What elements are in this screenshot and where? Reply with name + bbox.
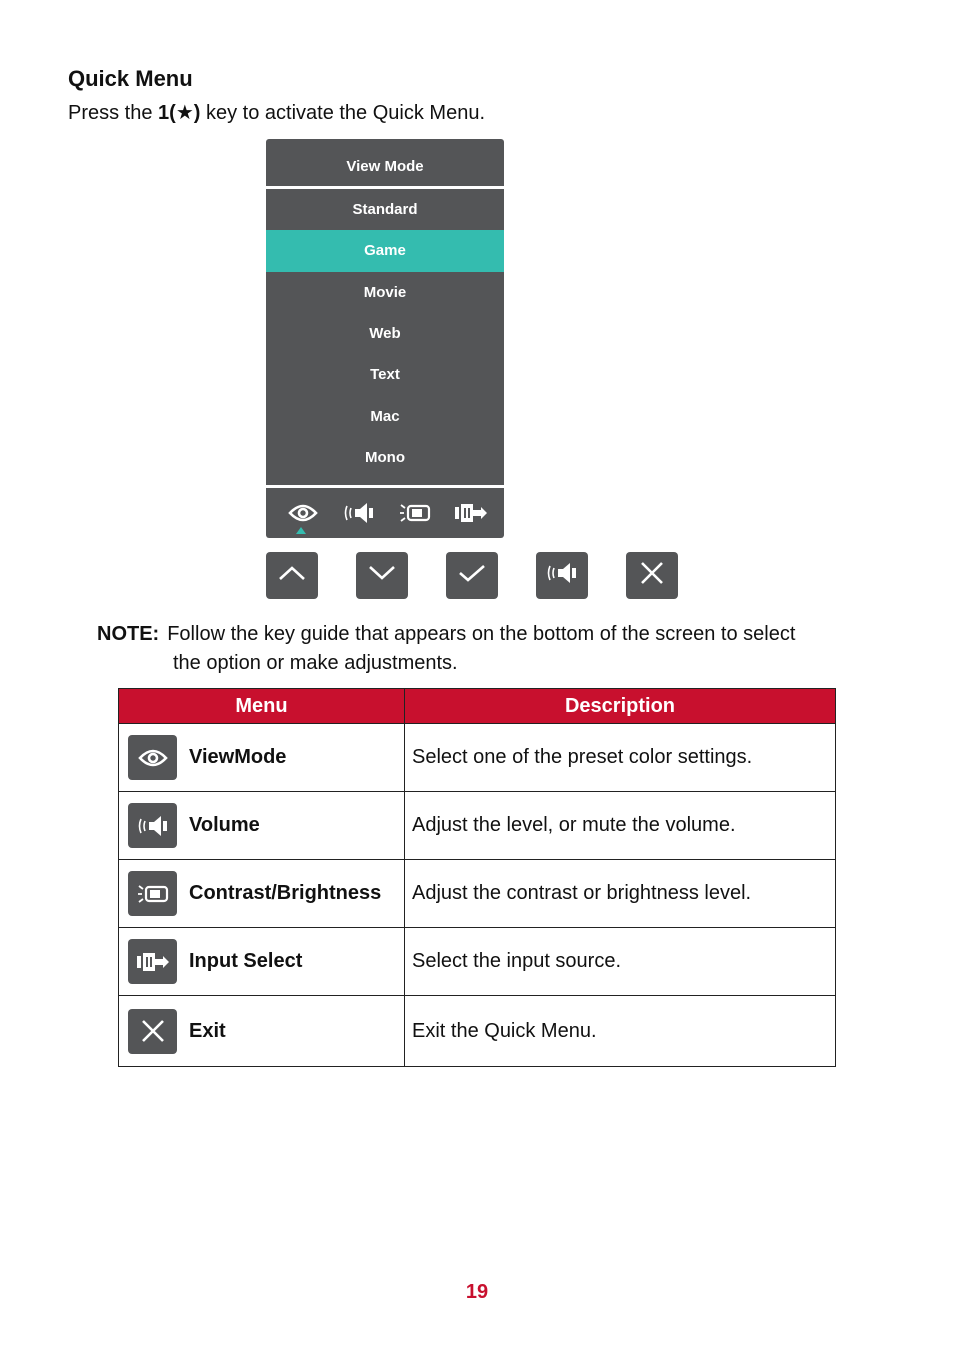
osd-item-text[interactable]: Text — [370, 366, 400, 384]
description-cell: Select the input source. — [405, 928, 836, 996]
osd-item-movie[interactable]: Movie — [363, 283, 407, 301]
osd-mode-list — [266, 189, 504, 485]
menu-cell — [119, 860, 405, 928]
contrast-brightness-icon[interactable] — [398, 498, 432, 528]
up-button[interactable] — [266, 552, 318, 599]
table-row — [119, 928, 836, 996]
eye-icon — [128, 735, 177, 780]
osd-item-web[interactable]: Web — [369, 325, 401, 343]
section-heading: Quick Menu — [68, 66, 193, 91]
table-row — [119, 996, 836, 1067]
menu-cell — [119, 724, 405, 792]
menu-cell — [119, 792, 405, 860]
input-select-icon — [128, 939, 177, 984]
menu-cell-content — [128, 735, 404, 780]
contrast-brightness-icon — [128, 871, 177, 916]
key-guide — [266, 552, 678, 599]
volume-icon — [128, 803, 177, 848]
table-row — [119, 860, 836, 928]
menu-cell-content — [128, 803, 404, 848]
page-number: 19 — [465, 1281, 489, 1303]
osd-item-game[interactable]: Game — [266, 230, 504, 271]
intro-key: 1(★) — [158, 102, 201, 124]
up-arrow-icon — [278, 565, 306, 586]
intro-text — [68, 100, 485, 125]
table-header-row — [119, 689, 836, 724]
intro-prefix: Press the — [68, 102, 159, 124]
menu-name: Input Select — [189, 950, 303, 972]
description-cell: Exit the Quick Menu. — [405, 996, 836, 1067]
volume-button[interactable] — [536, 552, 588, 599]
menu-name: ViewMode — [189, 746, 287, 768]
close-icon — [128, 1009, 177, 1054]
description-cell: Adjust the level, or mute the volume. — [405, 792, 836, 860]
note-line-2: the option or make adjustments. — [173, 652, 458, 674]
down-arrow-icon — [368, 565, 396, 586]
volume-icon — [546, 561, 578, 590]
menu-name: Volume — [189, 814, 260, 836]
down-button[interactable] — [356, 552, 408, 599]
description-cell: Select one of the preset color settings. — [405, 724, 836, 792]
table-row — [119, 792, 836, 860]
input-select-icon[interactable] — [454, 498, 488, 528]
note — [97, 620, 887, 678]
menu-cell — [119, 928, 405, 996]
exit-button[interactable] — [626, 552, 678, 599]
close-icon — [640, 561, 664, 590]
eye-icon[interactable] — [286, 498, 320, 528]
header-menu: Menu — [119, 689, 405, 724]
quick-menu-table — [118, 688, 836, 1067]
menu-cell-content — [128, 1009, 404, 1054]
osd-item-mac[interactable]: Mac — [370, 407, 400, 425]
confirm-button[interactable] — [446, 552, 498, 599]
volume-icon[interactable] — [342, 498, 376, 528]
note-label: NOTE: — [97, 623, 160, 645]
description-cell: Adjust the contrast or brightness level. — [405, 860, 836, 928]
menu-cell-content — [128, 871, 404, 916]
osd-item-mono[interactable]: Mono — [365, 448, 405, 466]
selected-indicator-arrow — [296, 527, 306, 534]
note-line-1: Follow the key guide that appears on the bottom of the screen to select — [167, 623, 796, 645]
menu-name: Exit — [189, 1019, 226, 1042]
intro-suffix: key to activate the Quick Menu. — [200, 102, 486, 124]
menu-cell — [119, 996, 405, 1067]
quick-menu-osd — [266, 139, 504, 538]
osd-item-standard[interactable]: Standard — [352, 201, 418, 219]
header-description: Description — [405, 689, 836, 724]
osd-title: View Mode — [266, 139, 504, 186]
check-icon — [458, 563, 486, 588]
menu-cell-content — [128, 939, 404, 984]
menu-name: Contrast/Brightness — [189, 882, 382, 904]
osd-icon-bar — [266, 488, 504, 538]
table-row — [119, 724, 836, 792]
